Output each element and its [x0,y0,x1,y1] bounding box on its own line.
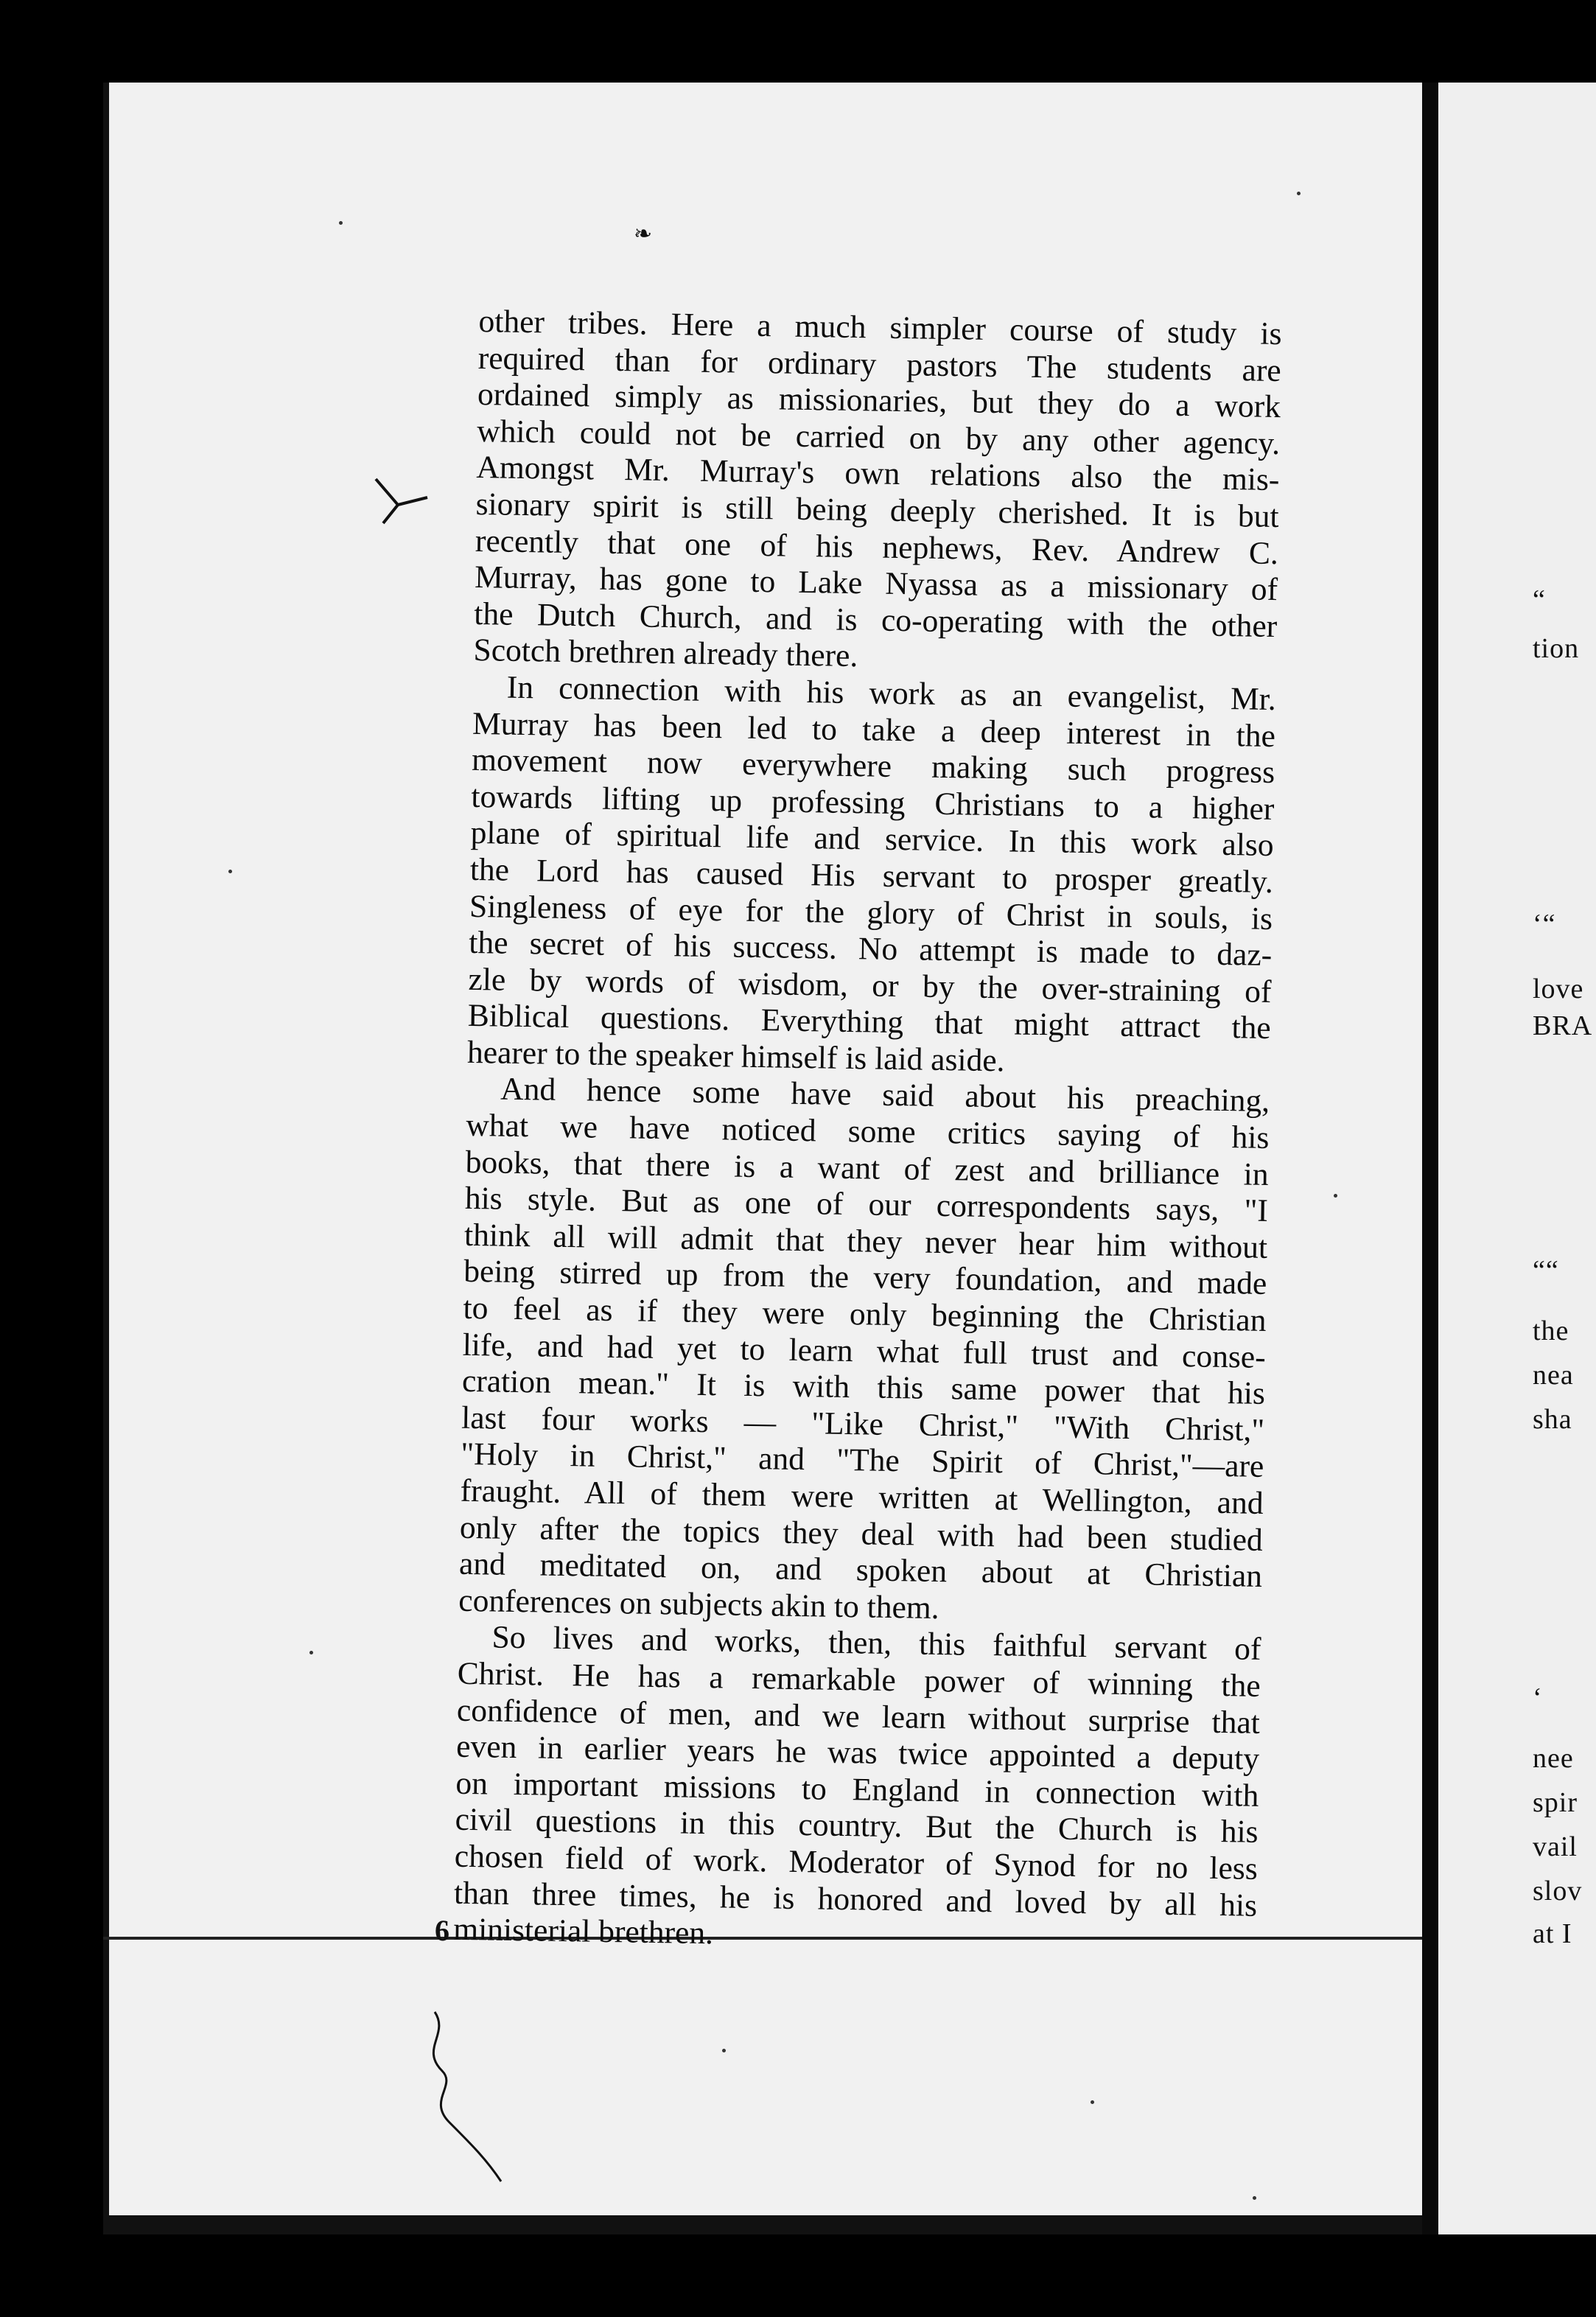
paper-speck [339,221,343,225]
text-line: civil questions in this country. But the Church is his [455,1802,1259,1851]
paper-speck [1297,192,1301,195]
text-line: what we have noticed some critics saying of his [466,1107,1270,1156]
text-line: plane of spiritual life and service. In this work also [470,815,1274,864]
text-line: And hence some have said about his preaching, [500,1072,1270,1119]
facing-fragment: BRA [1533,1010,1593,1041]
text-line: ordained simply as missionaries, but they do a work [477,377,1281,425]
text-line: towards lifting up professing Christians to a higher [471,778,1275,827]
text-line: think all will admit that they never hear him without [463,1217,1268,1265]
facing-fragment: nee [1533,1743,1574,1774]
text-line: So lives and works, then, this faithful servant of [491,1619,1261,1668]
text-line: Murray, has gone to Lake Nyassa as a missionary of [474,559,1278,608]
facing-fragment: “ [1533,584,1546,615]
facing-fragment: slov [1533,1876,1583,1907]
text-line: Scotch brethren already there. [473,632,858,674]
facing-page-strip [1438,83,1596,2234]
ornament-mark: ❧ [634,222,653,246]
text-line: ministerial brethren. [452,1911,714,1951]
text-line: the secret of his success. No attempt is made to daz- [469,924,1273,974]
text-line: books, that there is a want of zest and brilliance in [465,1144,1269,1192]
pencil-mark [368,472,435,531]
page-number: 6 [435,1914,449,1947]
text-line: Murray has been led to take a deep interest in the [472,705,1276,754]
text-line: In connection with his work as an evangelist, Mr. [506,669,1277,717]
text-line: life, and had yet to learn what full trust and conse- [462,1327,1267,1375]
paper-speck [1334,1194,1337,1198]
facing-fragment: tion [1533,633,1580,664]
book-gutter [1422,83,1438,2234]
paper-speck [228,870,232,873]
text-line: Christ. He has a remarkable power of winning the [457,1655,1261,1704]
text-line: "Holy in Christ," and "The Spirit of Christ,"—are [461,1436,1264,1485]
text-line: and meditated on, and spoken about at Christian [458,1545,1263,1595]
text-line: even in earlier years he was twice appointed a deputy [455,1728,1260,1778]
facing-fragment: love [1533,974,1584,1004]
pencil-squiggle [413,2005,508,2196]
text-line: his style. But as one of our correspondents says, "I [464,1181,1269,1229]
facing-fragment: nea [1533,1360,1574,1391]
paper-speck [1091,2100,1094,2104]
text-line: the Dutch Church, and is co-operating with the other [474,595,1278,644]
text-line: recently that one of his nephews, Rev. Andrew C. [475,523,1279,571]
facing-fragment: ‘“ [1533,909,1556,940]
facing-fragment: sha [1533,1404,1572,1435]
text-line: movement now everywhere making such progress [471,742,1275,791]
text-line: than three times, he is honored and loved by all his [453,1875,1258,1923]
text-line: confidence of men, and we learn without surprise that [456,1692,1261,1741]
facing-fragment: ‘ [1533,1682,1543,1713]
text-line: last four works — "Like Christ," "With Christ," [461,1399,1265,1448]
text-line: chosen field of work. Moderator of Synod for no less [454,1838,1259,1887]
facing-fragment: vail [1533,1831,1578,1862]
facing-fragment: at I [1533,1918,1572,1949]
page-body-text [453,304,1282,1961]
text-line: only after the topics they deal with had been studied [459,1509,1264,1558]
text-line: Amongst Mr. Murray's own relations also the mis- [476,450,1280,498]
text-line: conferences on subjects akin to them. [458,1582,939,1626]
facing-fragment: the [1533,1315,1569,1346]
text-line: hearer to the speaker himself is laid aside. [466,1034,1005,1079]
paper-speck [1253,2196,1256,2200]
text-line: sionary spirit is still being deeply cherished. It is but [475,486,1279,535]
text-line: Singleness of eye for the glory of Christ in souls, is [469,888,1273,937]
text-line: to feel as if they were only beginning the Christian [463,1290,1267,1338]
text-line: required than for ordinary pastors The students are [477,340,1282,388]
text-line: fraught. All of them were written at Wellington, and [460,1472,1264,1521]
text-line: Biblical questions. Everything that might attract the [467,998,1272,1046]
facing-fragment: spir [1533,1787,1578,1818]
paper-speck [722,2049,726,2052]
facing-fragment: ““ [1533,1255,1559,1286]
text-line: zle by words of wisdom, or by the over-straining of [468,961,1272,1010]
text-line: which could not be carried on by any other agency. [476,413,1281,461]
text-line: other tribes. Here a much simpler course of study is [478,304,1282,352]
paper-speck [309,1651,313,1654]
text-line: being stirred up from the very foundation, and made [463,1254,1267,1302]
text-line: the Lord has caused His servant to prosper greatly. [469,851,1274,900]
text-line: on important missions to England in connection with [455,1765,1259,1814]
text-line: cration mean." It is with this same power that his [461,1363,1266,1412]
